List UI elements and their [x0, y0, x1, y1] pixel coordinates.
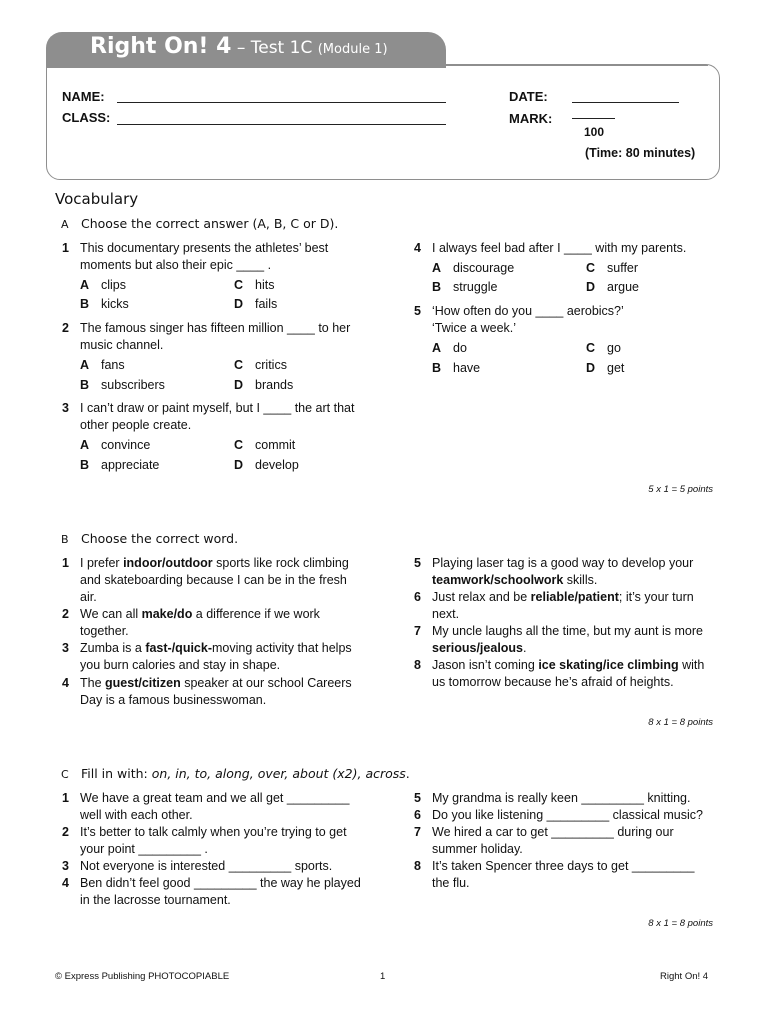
word-choice[interactable]: fast-/quick-	[145, 641, 212, 655]
date-label: DATE:	[509, 89, 548, 104]
word-choice[interactable]: serious/jealous	[432, 641, 524, 655]
word-bank: on, in, to, along, over, about (x2), across	[151, 766, 406, 781]
question-c7: 7 We hired a car to get _________ during our summer holiday.	[414, 825, 674, 856]
mark-total: 100	[584, 125, 605, 139]
question-b7: 7 My uncle laughs all the time, but my aunt is more serious/jealous.	[414, 624, 703, 655]
student-info-box	[46, 64, 720, 180]
name-label: NAME:	[62, 89, 105, 104]
part-c-instruction: C Fill in with: on, in, to, along, over, about (x2), across.	[61, 766, 410, 781]
name-field[interactable]	[117, 102, 446, 103]
option-a4-b[interactable]: B struggle	[432, 280, 498, 294]
question-c2: 2 It’s better to talk calmly when you’re trying to get your point _________ .	[62, 825, 347, 856]
word-choice[interactable]: reliable/patient	[530, 590, 619, 604]
option-a1-d[interactable]: D fails	[234, 297, 278, 311]
part-a-points: 5 x 1 = 5 points	[648, 484, 713, 495]
option-a1-b[interactable]: B kicks	[80, 297, 129, 311]
option-a5-b[interactable]: B have	[432, 361, 481, 375]
footer-copyright: © Express Publishing PHOTOCOPIABLE	[55, 971, 230, 982]
footer-book-title: Right On! 4	[660, 971, 709, 982]
part-b-instruction: B Choose the correct word.	[61, 531, 239, 546]
section-title: Vocabulary	[55, 190, 139, 208]
question-text: This documentary presents the athletes’ best moments but also their epic ____ .	[80, 241, 329, 272]
question-b4: 4 The guest/citizen speaker at our school Careers Day is a famous businesswoman.	[62, 676, 352, 707]
option-a4-d[interactable]: D argue	[586, 280, 639, 294]
part-b-points: 8 x 1 = 8 points	[648, 717, 713, 728]
question-a5: 5 ‘How often do you ____ aerobics?’ ‘Twice a week.’	[414, 304, 624, 335]
question-c5: 5 My grandma is really keen _________ knitting.	[414, 791, 691, 805]
option-a3-d[interactable]: D develop	[234, 458, 299, 472]
question-c4: 4 Ben didn’t feel good _________ the way he played in the lacrosse tournament.	[62, 876, 361, 907]
question-a1	[62, 240, 362, 274]
word-choice[interactable]: guest/citizen	[105, 676, 181, 690]
mark-field[interactable]	[572, 118, 615, 119]
option-a5-c[interactable]: C go	[586, 341, 621, 355]
page-title	[90, 34, 388, 59]
question-number: 1	[62, 241, 69, 255]
option-a5-d[interactable]: D get	[586, 361, 625, 375]
option-a1-a[interactable]: A clips	[80, 278, 127, 292]
part-a-instruction	[61, 216, 338, 231]
class-field[interactable]	[117, 124, 446, 125]
option-a4-a[interactable]: A discourage	[432, 261, 515, 275]
option-a3-c[interactable]: C commit	[234, 438, 296, 452]
mark-label: MARK:	[509, 111, 553, 126]
instruction-text: Choose the correct answer (A, B, C or D).	[81, 216, 339, 231]
module-label: (Module 1)	[317, 42, 388, 57]
book-title: Right On! 4	[90, 34, 232, 59]
time-note: (Time: 80 minutes)	[585, 146, 696, 160]
class-label: CLASS:	[62, 110, 111, 125]
option-a3-a[interactable]: A convince	[80, 438, 151, 452]
option-a2-a[interactable]: A fans	[80, 358, 125, 372]
option-a2-d[interactable]: D brands	[234, 378, 294, 392]
date-field[interactable]	[572, 102, 679, 103]
question-c3: 3 Not everyone is interested _________ sports.	[62, 859, 333, 873]
option-a2-b[interactable]: B subscribers	[80, 378, 165, 392]
word-choice[interactable]: make/do	[141, 607, 193, 621]
word-choice[interactable]: ice skating/ice climbing	[538, 658, 679, 672]
word-choice[interactable]: indoor/outdoor	[123, 556, 213, 570]
part-c-points: 8 x 1 = 8 points	[648, 918, 713, 929]
question-b8: 8 Jason isn’t coming ice skating/ice climbing with us tomorrow because he’s afraid of heights.	[414, 658, 705, 689]
option-a1-c[interactable]: C hits	[234, 278, 275, 292]
question-b3: 3 Zumba is a fast-/quick-moving activity that helps you burn calories and stay in shape.	[62, 641, 352, 672]
question-a4: 4 I always feel bad after I ____ with my parents.	[414, 241, 687, 255]
option-a3-b[interactable]: B appreciate	[80, 458, 160, 472]
question-a2: 2 The famous singer has fifteen million ____ to her music channel.	[62, 321, 351, 352]
question-c6: 6 Do you like listening _________ classical music?	[414, 808, 703, 822]
word-choice[interactable]: teamwork/schoolwork	[432, 573, 564, 587]
question-b5: 5 Playing laser tag is a good way to develop your teamwork/schoolwork skills.	[414, 556, 694, 587]
test-title: – Test 1C	[231, 38, 318, 58]
question-b1: 1 I prefer indoor/outdoor sports like rock climbing and skateboarding because I can be in the fresh air.	[62, 556, 349, 604]
option-a2-c[interactable]: C critics	[234, 358, 287, 372]
question-c1: 1 We have a great team and we all get _________ well with each other.	[62, 791, 350, 822]
question-b2: 2 We can all make/do a difference if we work together.	[62, 607, 320, 638]
option-a5-a[interactable]: A do	[432, 341, 467, 355]
page-number: 1	[380, 971, 386, 982]
part-letter: A	[61, 218, 69, 231]
option-a4-c[interactable]: C suffer	[586, 261, 639, 275]
question-c8: 8 It’s taken Spencer three days to get _________ the flu.	[414, 859, 695, 890]
question-a3: 3 I can’t draw or paint myself, but I ____ the art that other people create.	[62, 401, 355, 432]
question-b6: 6 Just relax and be reliable/patient; it’s your turn next.	[414, 590, 694, 621]
